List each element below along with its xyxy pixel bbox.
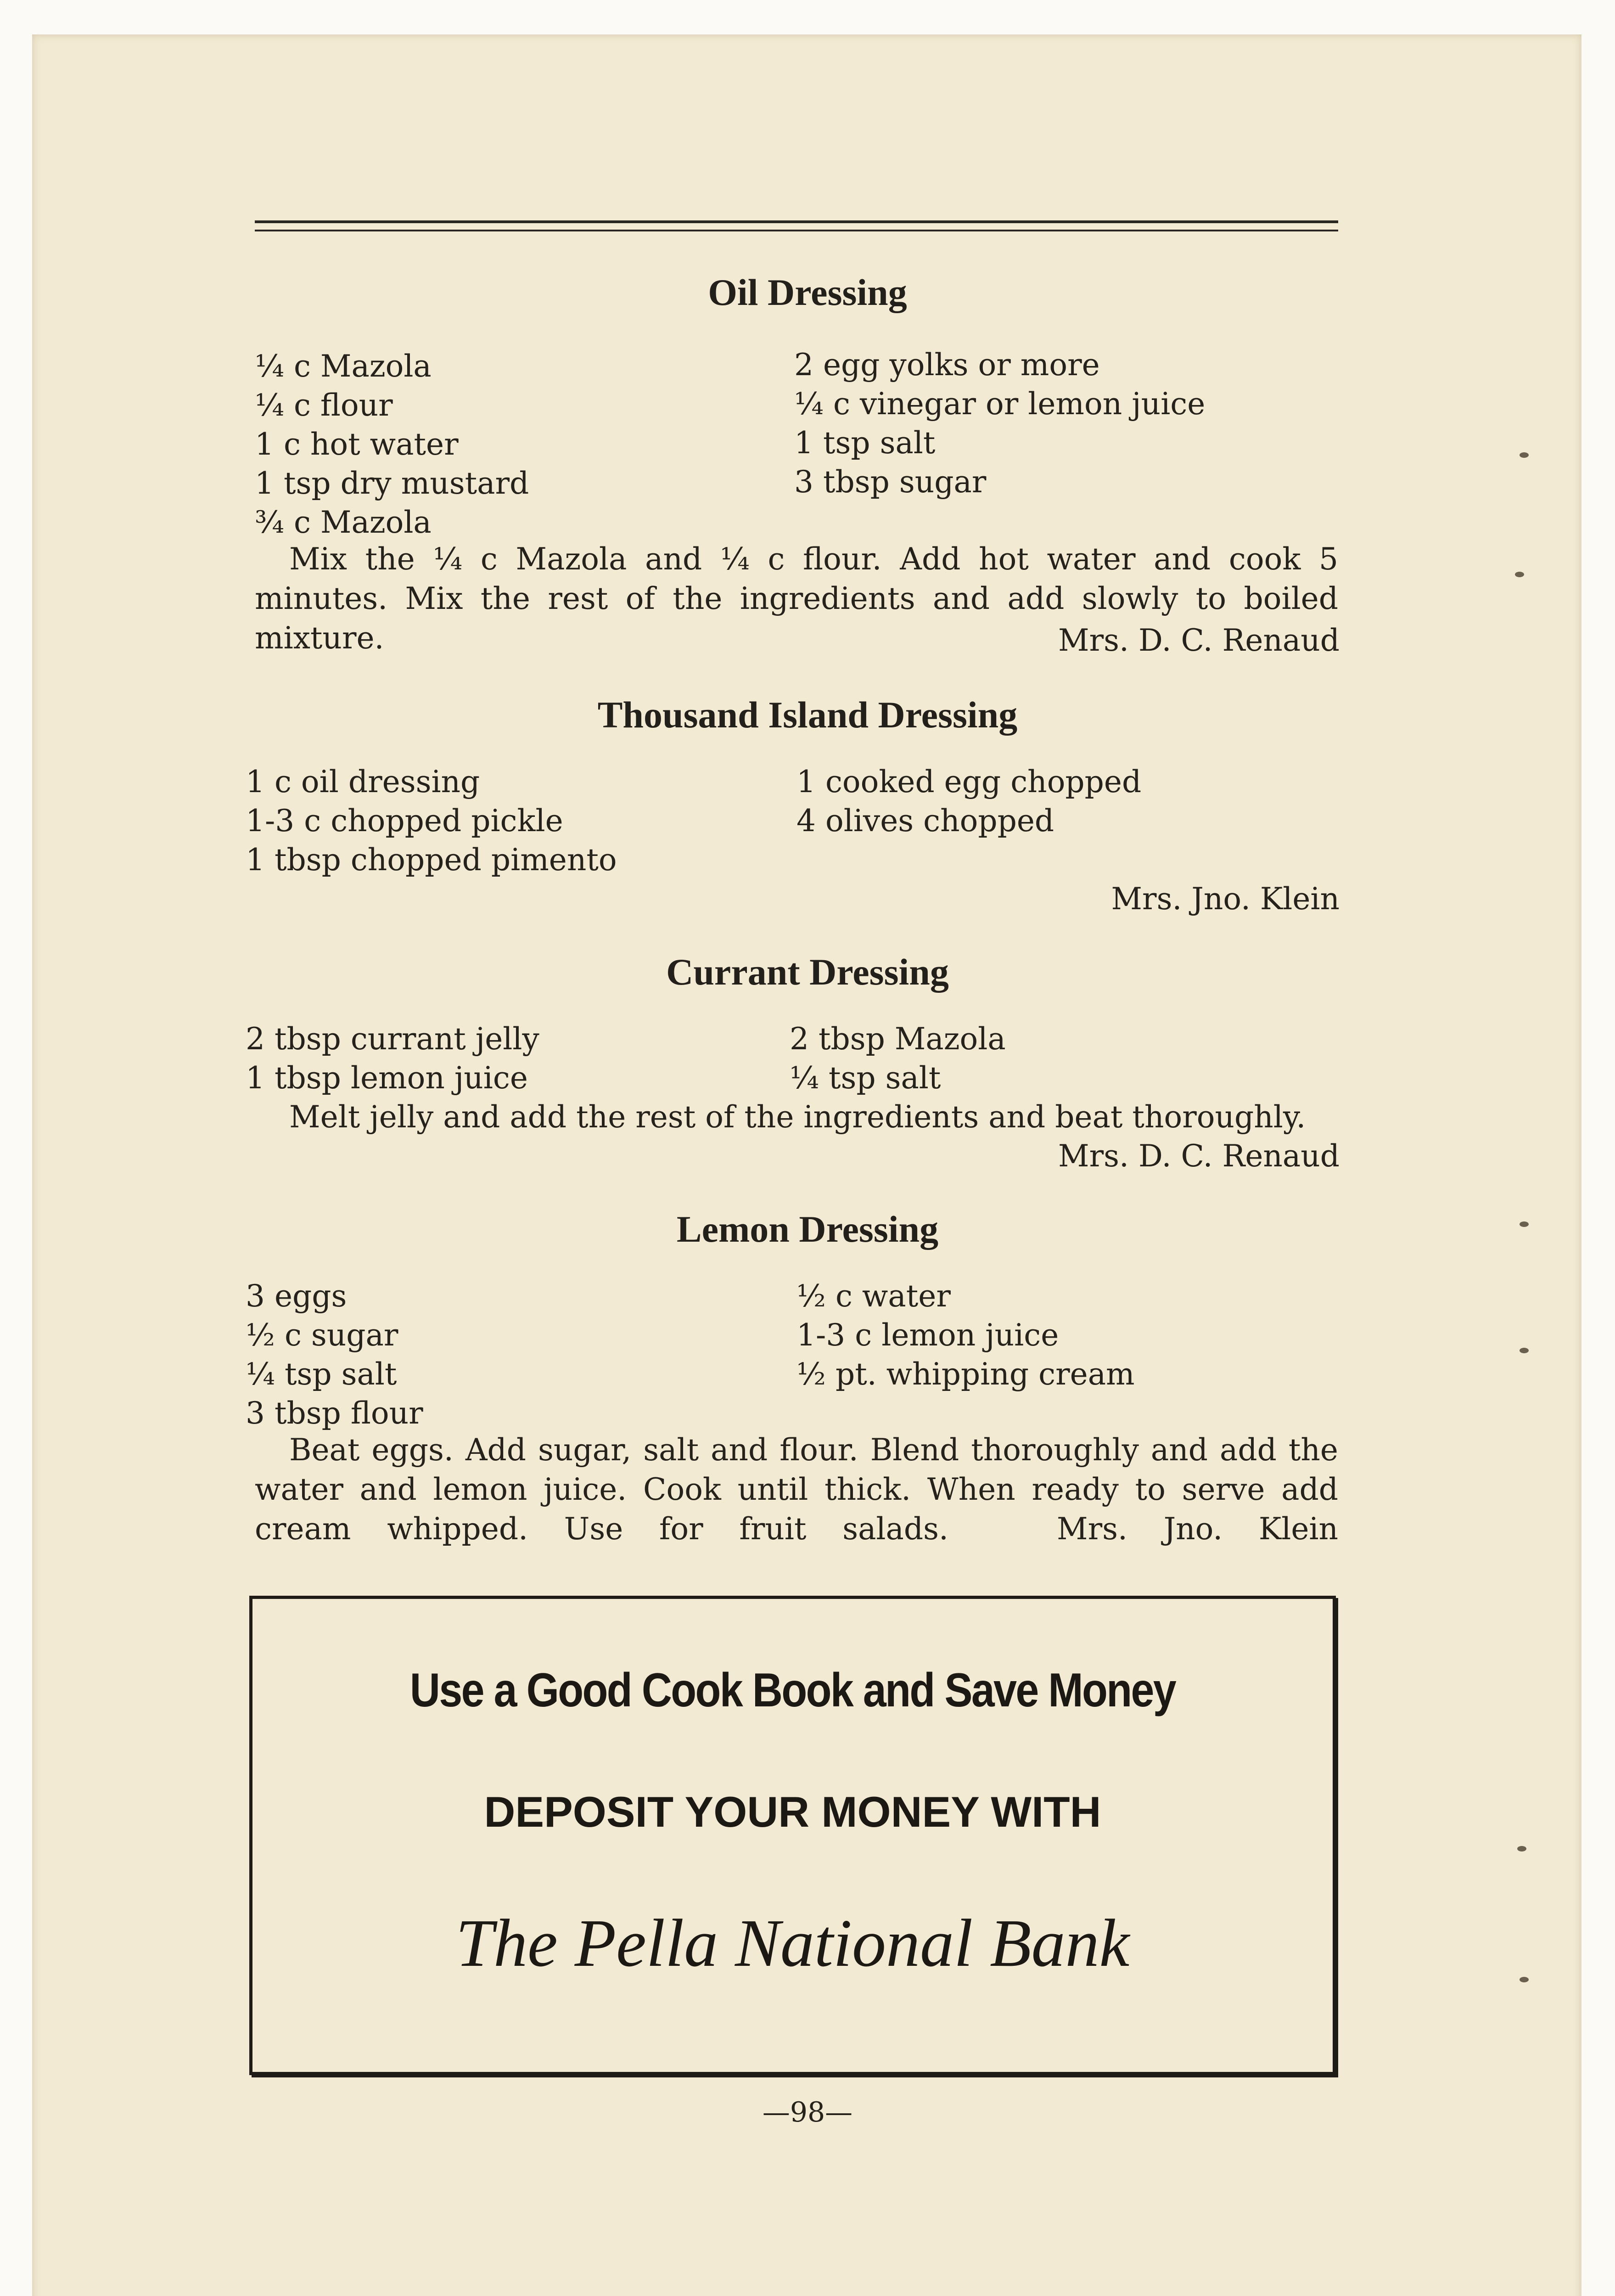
ingredient: 1 c hot water: [255, 427, 459, 462]
ingredient: 1 tsp dry mustard: [255, 466, 529, 501]
ingredient: ¼ c vinegar or lemon juice: [794, 386, 1206, 422]
lemon-directions-and-author: [255, 1430, 1338, 1549]
ingredient: ¼ c flour: [255, 388, 393, 423]
paper-speck: [1520, 1977, 1529, 1982]
ingredient: 2 tbsp Mazola: [790, 1021, 1006, 1057]
ad-bank-name: The Pella National Bank: [455, 1906, 1130, 1981]
ingredient: ¾ c Mazola: [255, 505, 432, 540]
top-rule: [255, 220, 1338, 223]
ingredient: 3 tbsp sugar: [794, 464, 987, 500]
ad-subheadline: DEPOSIT YOUR MONEY WITH: [484, 1788, 1101, 1836]
ingredient: 1 tsp salt: [794, 425, 936, 461]
ingredient: 2 egg yolks or more: [794, 347, 1100, 383]
paper-speck: [1520, 452, 1529, 458]
ingredient: ½ c sugar: [246, 1317, 398, 1353]
paper-speck: [1517, 1846, 1526, 1851]
thousand-author: Mrs. Jno. Klein: [1111, 881, 1340, 917]
paper-speck: [1520, 1348, 1529, 1353]
thousand-island-title: Thousand Island Dressing: [597, 694, 1018, 736]
lemon-author: Mrs. Jno. Klein: [1057, 1511, 1339, 1547]
ingredient: ¼ c Mazola: [255, 349, 432, 384]
ingredient: 4 olives chopped: [796, 803, 1054, 838]
lemon-directions: Beat eggs. Add sugar, salt and flour. Blend thoroughly and add the water and lemon juice. Cook until thick. When ready to serve add cream whipped. Use for fruit salads.: [255, 1432, 1338, 1547]
ingredient: 1-3 c chopped pickle: [246, 803, 563, 838]
currant-author: Mrs. D. C. Renaud: [1058, 1138, 1340, 1174]
ingredient: 1 cooked egg chopped: [796, 764, 1142, 799]
ingredient: ½ pt. whipping cream: [796, 1356, 1135, 1392]
currant-dressing-title: Currant Dressing: [666, 951, 949, 993]
lemon-dressing-title: Lemon Dressing: [676, 1208, 939, 1250]
oil-author: Mrs. D. C. Renaud: [1058, 623, 1340, 658]
advertisement-box: [249, 1596, 1336, 2075]
ingredient: 3 tbsp flour: [246, 1396, 423, 1431]
page-number: —98—: [762, 2096, 853, 2128]
ingredient: 1 tbsp chopped pimento: [246, 842, 617, 878]
paper-speck: [1515, 572, 1524, 577]
top-rule-thin: [255, 230, 1338, 231]
oil-dressing-title: Oil Dressing: [708, 271, 907, 313]
ingredient: 2 tbsp currant jelly: [246, 1021, 539, 1057]
ingredient: ½ c water: [796, 1278, 951, 1314]
ingredient: 1 c oil dressing: [246, 764, 480, 799]
oil-directions: Mix the ¼ c Mazola and ¼ c flour. Add hot water and cook 5 minutes. Mix the rest of the ingredients and add slowly to boiled mixture.: [255, 541, 1338, 656]
ad-headline: Use a Good Cook Book and Save Money: [409, 1664, 1176, 1717]
ingredient: 1 tbsp lemon juice: [246, 1060, 528, 1096]
ingredient: 3 eggs: [246, 1278, 347, 1314]
ingredient: 1-3 c lemon juice: [796, 1317, 1059, 1353]
ingredient: ¼ tsp salt: [790, 1060, 941, 1096]
currant-directions: Melt jelly and add the rest of the ingredients and beat thoroughly.: [289, 1099, 1306, 1135]
paper-speck: [1520, 1221, 1529, 1227]
ingredient: ¼ tsp salt: [246, 1356, 397, 1392]
